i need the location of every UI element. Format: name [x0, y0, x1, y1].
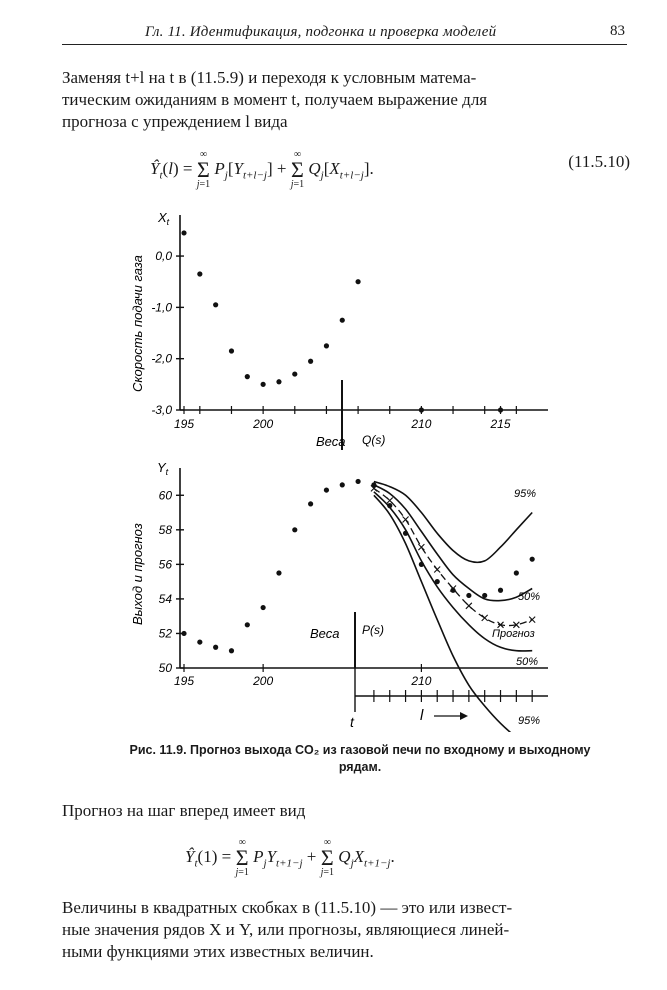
- upper-data-point: [292, 371, 297, 376]
- lower-y-tick-label: 50: [158, 661, 172, 675]
- upper-x-tick-label: 195: [173, 417, 195, 431]
- upper-y-symbol: $X_t$: [158, 210, 170, 227]
- upper-data-point: [276, 379, 281, 384]
- caption-line-1: Рис. 11.9. Прогноз выхода CO₂ из газовой печи по входному и выходному: [129, 743, 591, 757]
- lower-x-tick-label: 200: [253, 674, 274, 688]
- forecast-marker: [482, 615, 488, 621]
- upper-data-point: [181, 230, 186, 235]
- upper-data-point: [308, 359, 313, 364]
- lower-weights-symbol: P(s): [362, 623, 384, 637]
- observed-point: [324, 487, 329, 492]
- observed-point: [308, 501, 313, 506]
- closing-paragraph: [62, 897, 627, 963]
- upper-y-tick-label: -2,0: [151, 351, 172, 366]
- upper-weights-symbol: Q(s): [362, 433, 386, 447]
- lower-panel: [130, 460, 548, 746]
- band-label-lower50: 50%: [516, 656, 539, 668]
- band-label-upper95: 95%: [514, 488, 537, 500]
- lower-y-tick-label: 52: [158, 626, 172, 641]
- observed-point: [197, 639, 202, 644]
- observed-point: [450, 588, 455, 593]
- observed-point: [498, 588, 503, 593]
- upper-y-tick-label: -1,0: [151, 300, 172, 315]
- lower-y-tick-label: 60: [158, 488, 172, 503]
- upper-data-point: [229, 348, 234, 353]
- forecast-marker: [434, 567, 440, 573]
- formula-1-number: (11.5.10): [568, 152, 630, 171]
- page-number: 83: [610, 23, 625, 39]
- lower-forecast-lines: [371, 482, 535, 746]
- forecast-marker: [418, 544, 424, 550]
- chapter-title: Гл. 11. Идентификация, подгонка и проверка моделей: [145, 24, 497, 40]
- observed-point: [229, 648, 234, 653]
- observed-point: [355, 479, 360, 484]
- lower-y-tick-label: 56: [158, 557, 172, 572]
- upper-x-tick-label: 200: [253, 417, 274, 431]
- observed-point: [340, 482, 345, 487]
- upper-data-point: [340, 318, 345, 323]
- lower-weights-label: Веса: [310, 626, 340, 641]
- lower-95-limit: [374, 495, 532, 745]
- figure-caption: [90, 742, 630, 776]
- upper-data-point: [324, 343, 329, 348]
- forecast-line: [374, 488, 532, 625]
- upper-y-label: Скорость подачи газа: [130, 255, 145, 392]
- observed-point: [482, 593, 487, 598]
- lower-observed-points: [181, 479, 537, 653]
- band-label-upper50: 50%: [518, 591, 541, 603]
- upper-y-ticks: [151, 249, 184, 417]
- forecast-band-group: [371, 482, 535, 746]
- forecast-marker: [403, 516, 409, 522]
- upper-data-point: [245, 374, 250, 379]
- lower-x-tick-label: 195: [173, 674, 195, 688]
- intro-line-3: прогноза с упреждением l вида: [62, 112, 288, 131]
- observed-point: [530, 557, 535, 562]
- lead-label: l: [420, 707, 424, 724]
- upper-data-point: [498, 407, 503, 412]
- upper-y-tick-label: -3,0: [151, 403, 172, 417]
- observed-point: [466, 593, 471, 598]
- lower-y-tick-label: 58: [158, 522, 172, 537]
- observed-point: [276, 570, 281, 575]
- origin-label: t: [350, 714, 354, 730]
- intro-line-1: Заменяя t+l на t в (11.5.9) и переходя к условным матема-: [62, 68, 477, 87]
- forecast-marker: [529, 617, 535, 623]
- lead-arrow-head: [460, 712, 468, 720]
- forecast-marker: [387, 497, 393, 503]
- observed-point: [292, 527, 297, 532]
- caption-line-2: рядам.: [338, 760, 382, 774]
- observed-point: [213, 645, 218, 650]
- closing-line-1: Величины в квадратных скобках в (11.5.10) — это или извест-: [62, 898, 513, 917]
- observed-point: [245, 622, 250, 627]
- closing-line-2: ные значения рядов X и Y, или прогнозы, являющиеся линей-: [62, 920, 510, 939]
- band-label-lower95: 95%: [518, 715, 541, 727]
- upper-95-limit: [374, 482, 532, 563]
- upper-data-point: [419, 407, 424, 412]
- lower-x-tick-label: 210: [411, 674, 432, 688]
- upper-x-tick-label: 210: [411, 417, 432, 431]
- observed-point: [387, 503, 392, 508]
- observed-point: [419, 562, 424, 567]
- upper-weights-label: Веса: [316, 434, 346, 449]
- formula-one-step: $Ŷ_t(1)$ = ∞ Σ j=1 $P_jY_{t+1-j}$ + ∞ Σ j=1 $Q_jX_{t+1-j}$.: [185, 837, 395, 878]
- intro-line-2: тическим ожиданиям в момент t, получаем выражение для: [62, 90, 488, 109]
- upper-data-point: [213, 302, 218, 307]
- upper-data-point: [197, 271, 202, 276]
- closing-line-3: ными функциями этих известных величин.: [62, 942, 374, 961]
- mid-paragraph: Прогноз на шаг вперед имеет вид: [62, 801, 306, 820]
- forecast-marker: [466, 603, 472, 609]
- observed-point: [181, 631, 186, 636]
- lower-y-tick-label: 54: [158, 591, 172, 606]
- upper-50-limit: [374, 485, 532, 601]
- formula-1-expression: $Ŷ_t(l)$ = ∞ Σ j=1 $P_j[Y_{t+l-j}]$ + ∞ Σ j=1 $Q_j[X_{t+l-j}]$.: [150, 149, 374, 190]
- upper-data-point: [261, 382, 266, 387]
- upper-x-tick-label: 215: [490, 417, 511, 431]
- upper-data-point: [355, 279, 360, 284]
- observed-point: [371, 482, 376, 487]
- upper-y-tick-label: 0,0: [155, 249, 172, 264]
- lower-y-label: Выход и прогноз: [130, 523, 145, 625]
- observed-point: [261, 605, 266, 610]
- band-label-forecast: Прогноз: [492, 628, 535, 640]
- observed-point: [514, 570, 519, 575]
- observed-point: [403, 531, 408, 536]
- lower-y-symbol: $Y_t$: [157, 460, 169, 477]
- upper-panel: [130, 210, 548, 450]
- observed-point: [435, 579, 440, 584]
